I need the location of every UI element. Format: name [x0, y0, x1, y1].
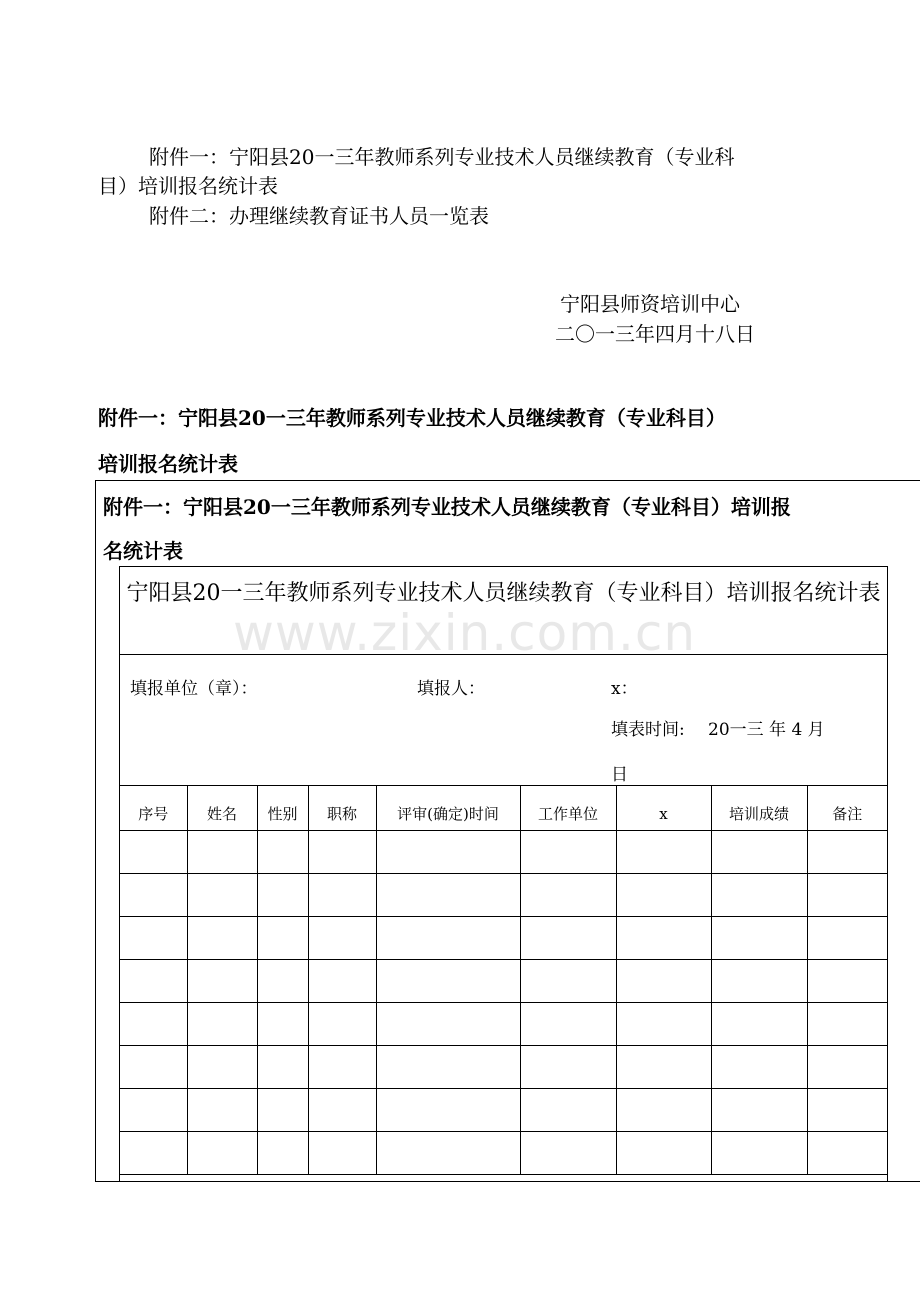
section-heading-line-2: 培训报名统计表	[98, 452, 238, 476]
table-cell[interactable]	[120, 1131, 187, 1174]
table-cell[interactable]	[376, 1045, 520, 1088]
table-cell[interactable]	[376, 1002, 520, 1045]
table-row	[120, 1131, 887, 1174]
table-cell[interactable]	[376, 959, 520, 1002]
table-cell[interactable]	[187, 959, 257, 1002]
watermark: www.zixin.com.cn	[233, 604, 697, 662]
col-header-number: 序号	[120, 786, 187, 830]
table-cell[interactable]	[308, 1002, 376, 1045]
box-heading-line-1: 附件一：宁阳县20一三年教师系列专业技术人员继续教育（专业科目）培训报	[103, 495, 791, 519]
table-cell[interactable]	[807, 830, 887, 873]
table-cell[interactable]	[807, 1002, 887, 1045]
table-row	[120, 873, 887, 916]
table-cell[interactable]	[257, 830, 308, 873]
table-cell[interactable]	[187, 830, 257, 873]
table-cell[interactable]	[308, 916, 376, 959]
table-cell[interactable]	[376, 873, 520, 916]
table-cell[interactable]	[376, 1088, 520, 1131]
unit-label: 填报单位（章）：	[130, 679, 258, 699]
table-cell[interactable]	[520, 1002, 616, 1045]
table-row	[120, 916, 887, 959]
table-row	[120, 959, 887, 1002]
table-cell[interactable]	[711, 1045, 807, 1088]
table-cell[interactable]	[257, 916, 308, 959]
table-cell[interactable]	[257, 1131, 308, 1174]
form-title: 宁阳县20一三年教师系列专业技术人员继续教育（专业科目）培训报名统计表	[120, 567, 887, 655]
table-cell[interactable]	[616, 1002, 711, 1045]
table-cell[interactable]	[711, 1088, 807, 1131]
col-header-review-time: 评审(确定)时间	[376, 786, 520, 830]
table-cell[interactable]	[120, 916, 187, 959]
table-cell[interactable]	[308, 959, 376, 1002]
table-cell[interactable]	[308, 1131, 376, 1174]
table-cell[interactable]	[120, 830, 187, 873]
table-row	[120, 1045, 887, 1088]
time-label: 填表时间:	[611, 720, 685, 740]
registration-grid	[120, 786, 887, 1175]
table-cell[interactable]	[120, 1088, 187, 1131]
header-row	[120, 786, 887, 830]
table-cell[interactable]	[520, 959, 616, 1002]
col-header-gender: 性别	[257, 786, 308, 830]
col-header-notes: 备注	[807, 786, 887, 830]
table-cell[interactable]	[376, 916, 520, 959]
table-cell[interactable]	[807, 916, 887, 959]
col-header-score: 培训成绩	[711, 786, 807, 830]
table-cell[interactable]	[616, 873, 711, 916]
table-cell[interactable]	[308, 1088, 376, 1131]
table-cell[interactable]	[616, 916, 711, 959]
table-cell[interactable]	[257, 1045, 308, 1088]
attachment-2: 附件二：办理继续教育证书人员一览表	[149, 204, 489, 228]
table-cell[interactable]	[187, 873, 257, 916]
table-cell[interactable]	[308, 830, 376, 873]
table-cell[interactable]	[187, 916, 257, 959]
col-header-title: 职称	[308, 786, 376, 830]
time-value: 20一三 年 4 月	[708, 720, 825, 740]
table-cell[interactable]	[520, 916, 616, 959]
table-cell[interactable]	[711, 873, 807, 916]
box-heading-line-2: 名统计表	[103, 539, 183, 563]
table-cell[interactable]	[711, 830, 807, 873]
table-row	[120, 1088, 887, 1131]
table-cell[interactable]	[520, 1088, 616, 1131]
col-header-x: x	[616, 786, 711, 830]
table-cell[interactable]	[257, 959, 308, 1002]
table-cell[interactable]	[807, 873, 887, 916]
table-cell[interactable]	[257, 1002, 308, 1045]
col-header-work-unit: 工作单位	[520, 786, 616, 830]
table-cell[interactable]	[120, 1045, 187, 1088]
table-cell[interactable]	[616, 1045, 711, 1088]
table-cell[interactable]	[616, 1088, 711, 1131]
table-cell[interactable]	[257, 1088, 308, 1131]
table-cell[interactable]	[520, 1131, 616, 1174]
person-label: 填报人：	[417, 679, 485, 699]
table-cell[interactable]	[308, 873, 376, 916]
table-cell[interactable]	[187, 1088, 257, 1131]
table-cell[interactable]	[616, 1131, 711, 1174]
table-cell[interactable]	[520, 1045, 616, 1088]
table-cell[interactable]	[520, 830, 616, 873]
table-cell[interactable]	[520, 873, 616, 916]
attachment-1-line-2: 目）培训报名统计表	[98, 174, 278, 198]
x-label: x：	[611, 679, 638, 699]
table-cell[interactable]	[711, 916, 807, 959]
table-cell[interactable]	[616, 830, 711, 873]
table-cell[interactable]	[376, 1131, 520, 1174]
table-row	[120, 830, 887, 873]
table-cell[interactable]	[187, 1131, 257, 1174]
table-cell[interactable]	[616, 959, 711, 1002]
day-label: 日	[611, 765, 628, 785]
table-cell[interactable]	[120, 959, 187, 1002]
table-row	[120, 1002, 887, 1045]
table-cell[interactable]	[187, 1002, 257, 1045]
table-cell[interactable]	[376, 830, 520, 873]
table-cell[interactable]	[308, 1045, 376, 1088]
table-cell[interactable]	[807, 1045, 887, 1088]
table-cell[interactable]	[807, 959, 887, 1002]
col-header-name: 姓名	[187, 786, 257, 830]
table-cell[interactable]	[711, 1131, 807, 1174]
table-cell[interactable]	[257, 873, 308, 916]
table-cell[interactable]	[807, 1088, 887, 1131]
issuer-name: 宁阳县师资培训中心	[560, 292, 740, 316]
issue-date: 二〇一三年四月十八日	[555, 322, 755, 346]
table-cell[interactable]	[120, 873, 187, 916]
section-heading-line-1: 附件一：宁阳县20一三年教师系列专业技术人员继续教育（专业科目）	[98, 406, 726, 430]
table-cell[interactable]	[187, 1045, 257, 1088]
form-info	[120, 655, 887, 786]
table-cell[interactable]	[711, 959, 807, 1002]
table-cell[interactable]	[120, 1002, 187, 1045]
attachment-1-line-1: 附件一：宁阳县20一三年教师系列专业技术人员继续教育（专业科	[149, 145, 735, 169]
table-cell[interactable]	[807, 1131, 887, 1174]
table-cell[interactable]	[711, 1002, 807, 1045]
